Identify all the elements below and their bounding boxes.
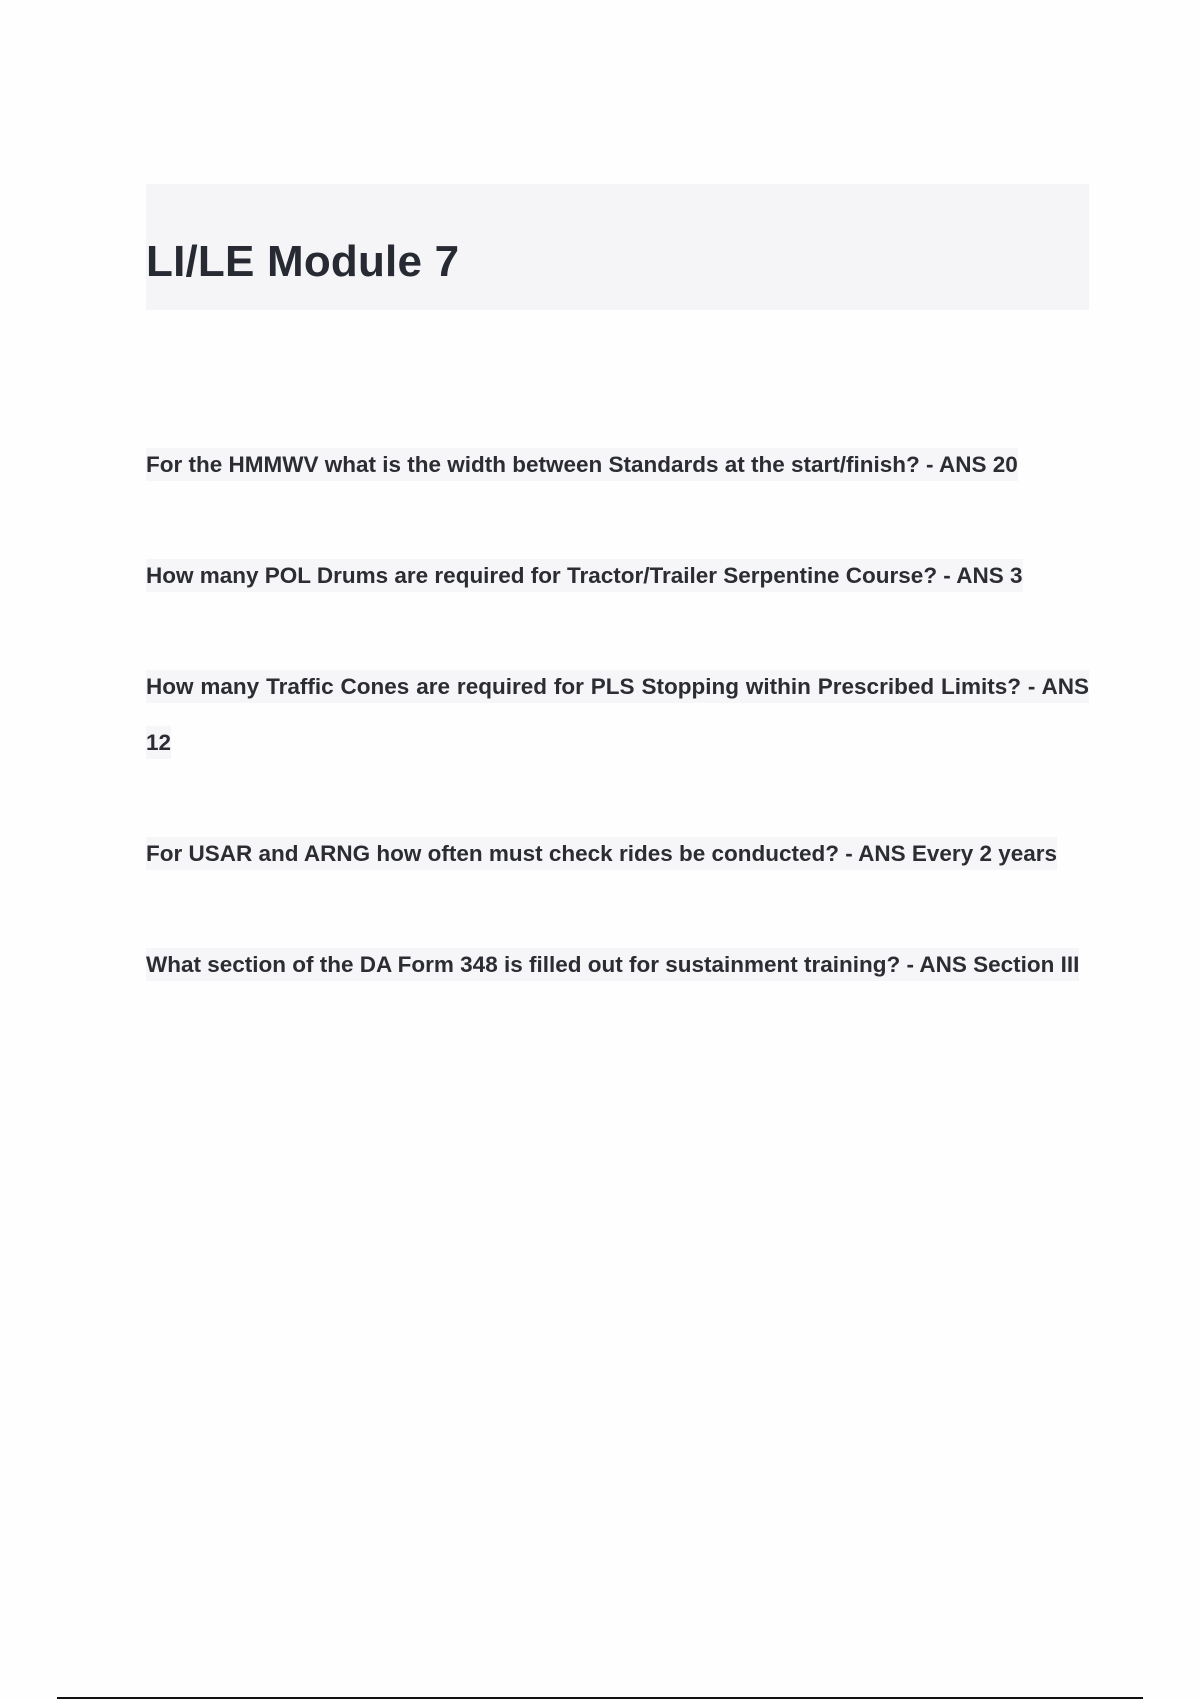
qa-text: For the HMMWV what is the width between Standards at the start/finish? - ANS 20 [146, 448, 1018, 481]
qa-text: How many POL Drums are required for Tractor/Trailer Serpentine Course? - ANS 3 [146, 559, 1023, 592]
qa-text: What section of the DA Form 348 is filled out for sustainment training? - ANS Section III [146, 948, 1079, 981]
qa-text: For USAR and ARNG how often must check rides be conducted? - ANS Every 2 years [146, 837, 1057, 870]
qa-text: How many Traffic Cones are required for PLS Stopping within Prescribed Limits? - ANS 12 [146, 670, 1089, 759]
qa-item [146, 937, 1089, 993]
footer-divider [57, 1697, 1143, 1699]
title-block [146, 184, 1089, 310]
qa-item [146, 826, 1089, 882]
qa-item [146, 548, 1089, 604]
qa-item [146, 437, 1089, 493]
page-title: LI/LE Module 7 [146, 237, 460, 286]
qa-list [146, 414, 1089, 1048]
qa-item [146, 659, 1089, 771]
